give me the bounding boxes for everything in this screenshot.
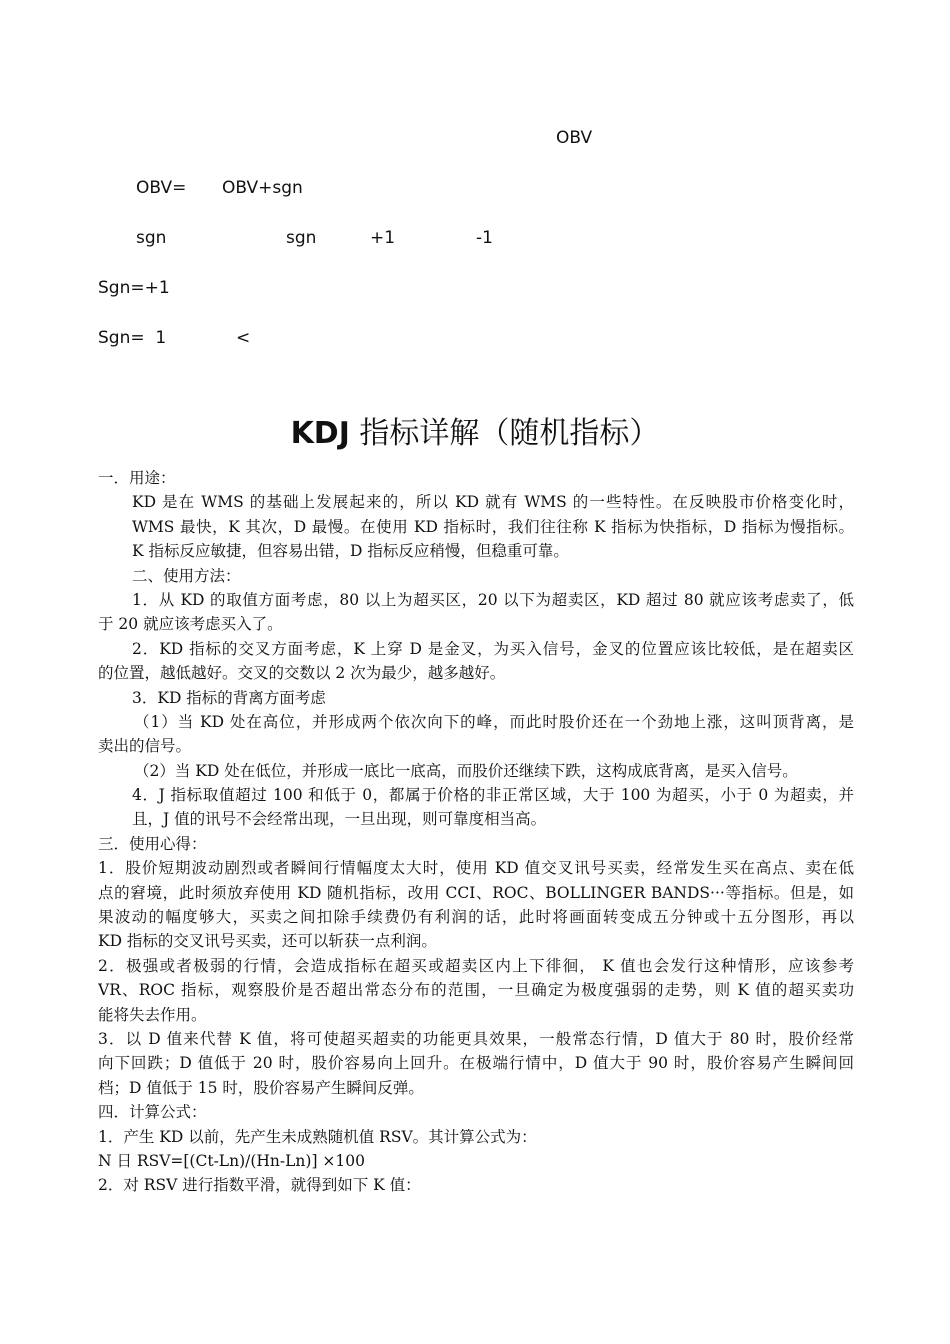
title-rest: 指标详解（随机指标） [349,416,660,451]
sgn-plus: +1 [370,228,396,248]
paragraph-line: 2．极强或者极弱的行情，会造成指标在超买或超卖区内上下徘徊， K 值也会发行这种情形，应该参考 [98,956,854,975]
section-heading: 一．用途： [98,469,176,487]
title-kdj: KDJ [290,416,350,451]
paragraph-line: 卖出的信号。 [98,737,192,756]
formula-line: N 日 RSV=[(Ct-Ln)/(Hn-Ln)] ×100 [98,1151,366,1170]
section-heading: 三．使用心得： [98,834,207,853]
obv-formula-value: OBV+sgn [222,178,303,198]
section-heading: 四．计算公式： [98,1103,207,1122]
article-body [98,466,854,1198]
paragraph-line: KD 是在 WMS 的基础上发展起来的，所以 KD 就有 WMS 的一些特性。在反映股市价格变化时， [132,493,854,512]
paragraph-line: 3．KD 指标的背离方面考虑 [132,688,326,707]
paragraph-line: 档；D 值低于 15 时，股价容易产生瞬间反弹。 [98,1078,424,1097]
paragraph-line: 1．股价短期波动剧烈或者瞬间行情幅度太大时，使用 KD 值交叉讯号买卖，经常发生买在高点、卖在低 [98,859,854,878]
paragraph-line: 4．J 指标取值超过 100 和低于 0，都属于价格的非正常区域，大于 100 为超买，小于 0 为超卖，并 [132,786,854,805]
paragraph-line: VR、ROC 指标，观察股价是否超出常态分布的范围，一旦确定为极度强弱的走势，则 K 值的超买卖功 [98,981,854,1000]
obv-heading: OBV [556,128,593,148]
paragraph-line: （2）当 KD 处在低位，并形成一底比一底高，而股价还继续下跌，这构成底背离，是买入信号。 [134,761,798,780]
paragraph-line: （1）当 KD 处在高位，并形成两个依次向下的峰，而此时股价还在一个劲地上涨，这叫顶背离，是 [134,712,854,731]
paragraph-line: KD 指标的交叉讯号买卖，还可以斩获一点利润。 [98,932,437,951]
paragraph-line: 的位置，越低越好。交叉的交数以 2 次为最少，越多越好。 [98,664,506,683]
paragraph-line: 能将失去作用。 [98,1005,207,1024]
sgn-minus: -1 [476,228,493,248]
paragraph-line: 向下回跌；D 值低于 20 时，股价容易向上回升。在极端行情中，D 值大于 90 时，股价容易产生瞬间回 [98,1054,854,1073]
paragraph-line: 2．对 RSV 进行指数平滑，就得到如下 K 值： [98,1176,421,1195]
sgn-rule-minus-compare: < [236,328,251,348]
sgn-rule-minus: Sgn= 1 [98,328,167,348]
obv-formula-label: OBV= [136,178,187,198]
paragraph-line: K 指标反应敏捷，但容易出错，D 指标反应稍慢，但稳重可靠。 [132,542,569,561]
page-title [0,408,950,452]
paragraph-line: 点的窘境，此时须放弃使用 KD 随机指标，改用 CCI、ROC、BOLLINGER BANDS···等指标。但是，如 [98,883,854,902]
paragraph-line: 3．以 D 值来代替 K 值，将可使超买超卖的功能更具效果，一般常态行情，D 值大于 80 时，股价经常 [98,1029,854,1048]
paragraph-line: 2．KD 指标的交叉方面考虑，K 上穿 D 是金叉，为买入信号，金叉的位置应该比较低，是在超卖区 [132,639,854,658]
paragraph-line: WMS 最快，K 其次，D 最慢。在使用 KD 指标时，我们往往称 K 指标为快指标，D 指标为慢指标。 [132,517,854,536]
paragraph-line: 于 20 就应该考虑买入了。 [98,615,283,634]
paragraph-line: 且，J 值的讯号不会经常出现，一旦出现，则可靠度相当高。 [132,810,547,829]
paragraph-line: 1．从 KD 的取值方面考虑，80 以上为超买区，20 以下为超卖区，KD 超过 80 就应该考虑卖了，低 [132,590,854,609]
sgn-rule-plus: Sgn=+1 [98,278,170,298]
paragraph-line: 1．产生 KD 以前，先产生未成熟随机值 RSV。其计算公式为： [98,1127,537,1146]
paragraph-line: 果波动的幅度够大，买卖之间扣除手续费仍有利润的话，此时将画面转变成五分钟或十五分图形，再以 [98,908,854,927]
sgn-label-2: sgn [286,228,317,248]
section-heading: 二、使用方法： [132,566,241,585]
sgn-label: sgn [136,228,167,248]
